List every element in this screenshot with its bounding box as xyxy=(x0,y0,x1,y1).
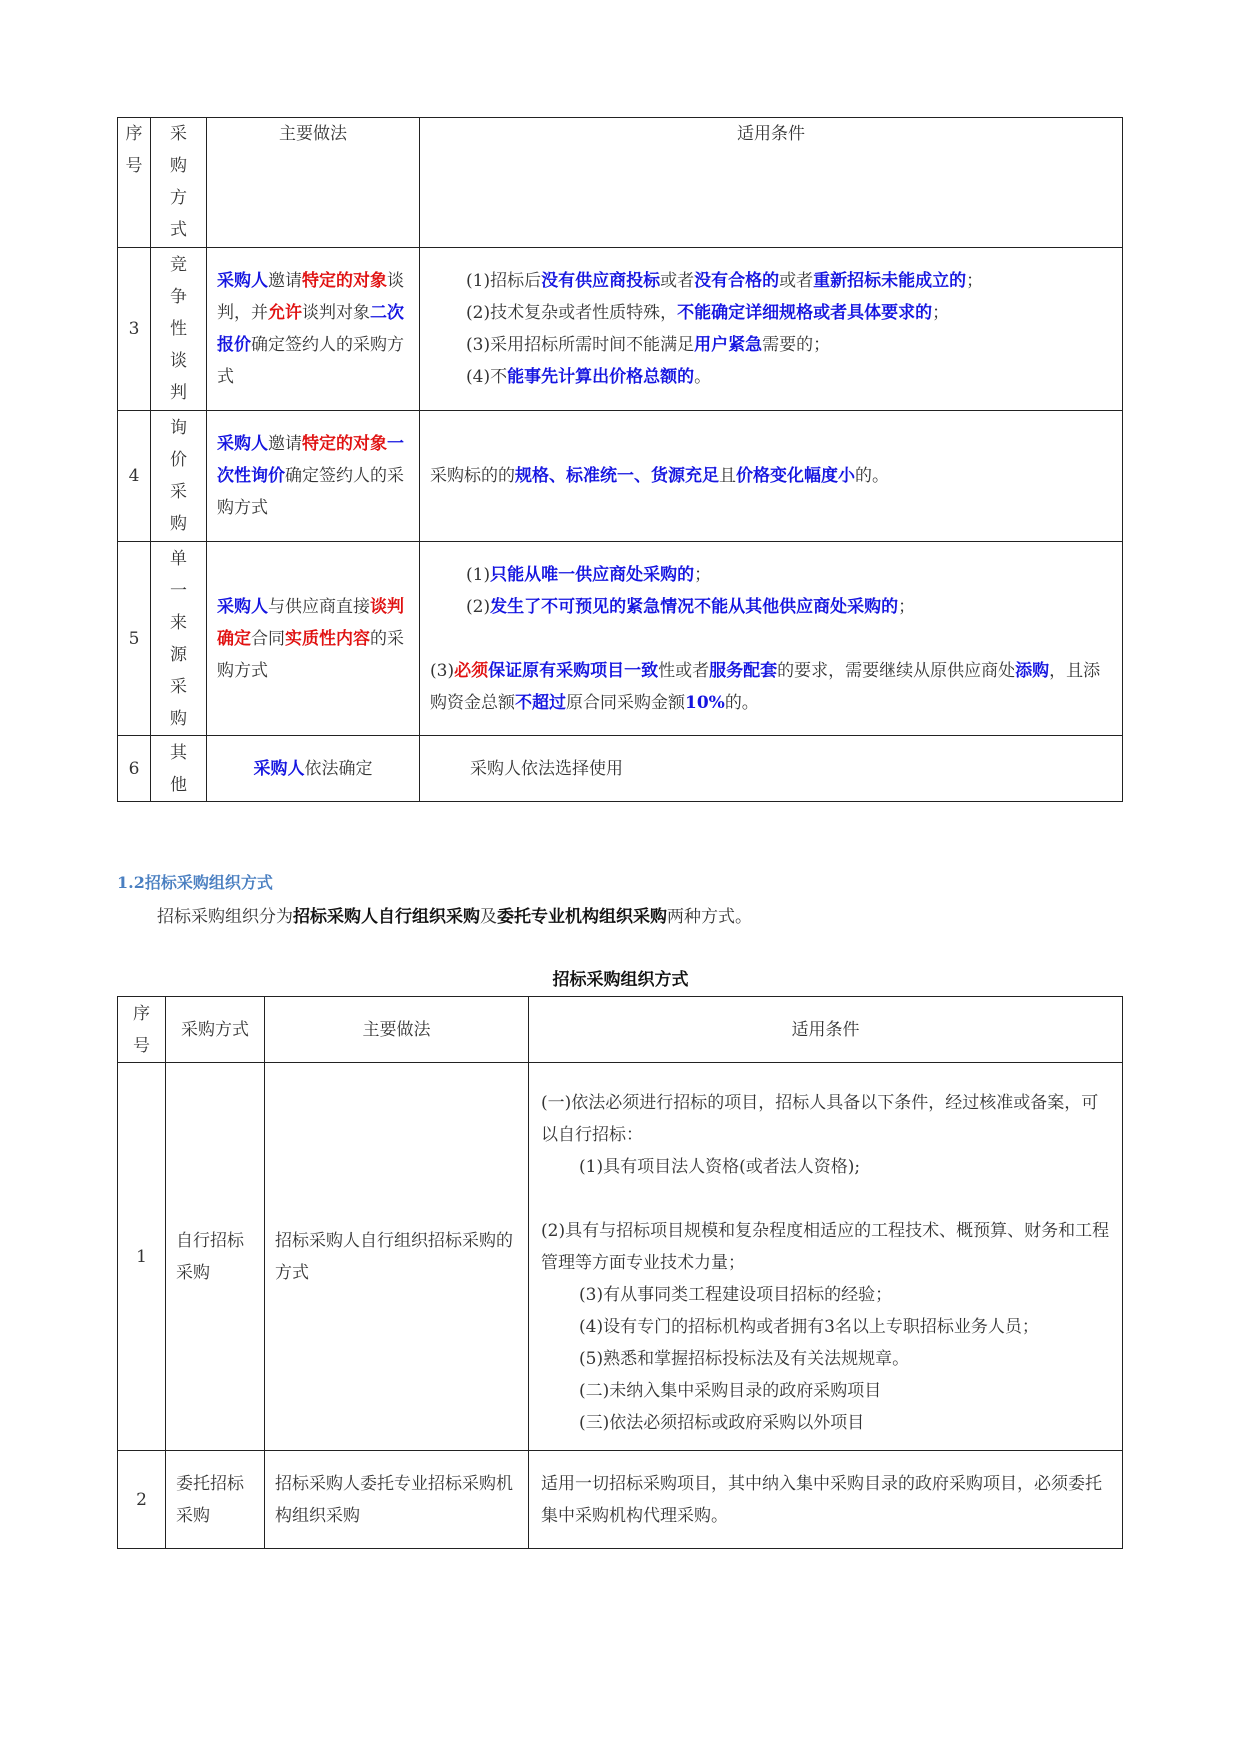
row-practice xyxy=(207,736,420,802)
text-run: 特定的对象 xyxy=(302,271,387,291)
condition-line xyxy=(430,559,1112,591)
text-run: 价格变化幅度小 xyxy=(736,466,855,486)
row-conditions: 适用一切招标采购项目，其中纳入集中采购目录的政府采购项目，必须委托集中采购机构代理采购。 xyxy=(529,1451,1123,1549)
text-run: 确定签约人的采购方式 xyxy=(217,466,404,518)
text-run: 的。 xyxy=(724,692,759,713)
char: 购 xyxy=(170,156,187,176)
text-run: 委托专业机构组织采购 xyxy=(497,907,667,927)
table-caption: 招标采购组织方式 xyxy=(552,970,689,990)
text-run: 没有合格的 xyxy=(694,271,780,291)
condition-line xyxy=(470,753,1122,785)
char: 购 xyxy=(170,708,187,729)
row-no: 5 xyxy=(118,542,151,736)
condition-line: (3)有从事同类工程建设项目招标的经验； xyxy=(579,1284,893,1305)
table-row xyxy=(118,248,1123,411)
text-run: (1)招标后 xyxy=(466,271,542,291)
text-run: 性或者 xyxy=(658,660,710,681)
text-run: (2) xyxy=(466,596,491,617)
table-row xyxy=(118,1063,1123,1451)
text-run: (1) xyxy=(466,564,491,585)
text-run: 两种方式。 xyxy=(667,907,752,927)
header-conditions: 适用条件 xyxy=(420,118,1123,248)
header-method-text xyxy=(151,118,206,246)
char: 来 xyxy=(170,612,187,633)
text-run: ； xyxy=(898,596,916,617)
text-run: 的采购方式 xyxy=(217,628,404,681)
text-run: 及 xyxy=(480,907,497,927)
text-run: 。 xyxy=(694,367,712,387)
char: 采 xyxy=(170,482,187,502)
text-run: 能事先计算出价格总额的 xyxy=(507,367,695,387)
text-run: 采购人依法选择使用 xyxy=(470,758,623,779)
text-run: 邀请 xyxy=(268,434,302,454)
text-run: 允许 xyxy=(268,303,302,323)
text-run: ； xyxy=(966,271,984,291)
char: 单 xyxy=(170,548,187,569)
table-row xyxy=(118,1451,1123,1549)
text-run: 采购人 xyxy=(217,596,268,617)
text-run: 谈判确定 xyxy=(217,596,404,649)
char: 购 xyxy=(170,514,187,534)
condition-line xyxy=(430,460,1112,492)
text-run: 一次性询价 xyxy=(217,434,404,486)
row-method-text xyxy=(151,737,206,801)
condition-line: (5)熟悉和掌握招标投标法及有关法规规章。 xyxy=(579,1348,910,1369)
char: 式 xyxy=(170,220,187,240)
header-no-text xyxy=(118,118,150,182)
row-no: 2 xyxy=(118,1451,166,1549)
char: 争 xyxy=(170,287,187,307)
text-run: 保证原有采购项目一致 xyxy=(488,660,659,681)
organization-methods-table xyxy=(117,996,1123,1549)
row-method-text xyxy=(151,412,206,540)
condition-line xyxy=(466,329,1122,361)
row-practice xyxy=(207,248,420,411)
header-method xyxy=(151,118,207,248)
row-method xyxy=(151,248,207,411)
header-practice: 主要做法 xyxy=(207,118,420,248)
condition-line xyxy=(430,591,1112,623)
text-run: 招标采购组织分为 xyxy=(157,907,293,927)
row-practice xyxy=(207,411,420,542)
text-run: 采购人 xyxy=(217,271,268,291)
row-conditions xyxy=(420,736,1123,802)
text-run: 不超过 xyxy=(515,692,566,713)
text-run: 用户紧急 xyxy=(694,335,763,355)
row-conditions xyxy=(420,248,1123,411)
char: 谈 xyxy=(170,351,187,371)
text-run: 依法确定 xyxy=(304,758,373,779)
char: 询 xyxy=(170,418,187,438)
row-conditions xyxy=(529,1063,1123,1451)
text-run: 服务配套 xyxy=(709,660,778,681)
table-header-row xyxy=(118,118,1123,248)
text-run: 需要的； xyxy=(762,335,831,355)
char: 一 xyxy=(170,580,187,601)
table-row xyxy=(118,411,1123,542)
section-heading: 1.2招标采购组织方式 xyxy=(117,873,273,892)
char: 方 xyxy=(170,188,187,208)
condition-line: (2)具有与招标项目规模和复杂程度相适应的工程技术、概预算、财务和工程管理等方面专业技术力量； xyxy=(541,1220,1110,1273)
condition-line: (4)设有专门的招标机构或者拥有3名以上专职招标业务人员； xyxy=(579,1316,1039,1337)
text-run: 10% xyxy=(685,692,725,713)
text-run: 或者 xyxy=(660,271,695,291)
text-run: 采购标的的 xyxy=(430,466,515,486)
char: 性 xyxy=(170,319,187,339)
char: 序 xyxy=(133,1003,150,1024)
row-no: 1 xyxy=(118,1063,166,1451)
row-method: 委托招标采购 xyxy=(166,1451,265,1549)
text-run: 不能确定详细规格或者具体要求的 xyxy=(677,303,933,323)
table-row xyxy=(118,736,1123,802)
header-method: 采购方式 xyxy=(166,997,265,1063)
row-conditions xyxy=(420,411,1123,542)
text-run: 或者 xyxy=(779,271,814,291)
text-run: (2)技术复杂或者性质特殊， xyxy=(466,303,678,323)
row-method-text xyxy=(151,543,206,735)
char: 序 xyxy=(125,124,143,144)
text-run: 与供应商直接 xyxy=(268,596,370,617)
table-row xyxy=(118,542,1123,736)
text-run: 谈判，并 xyxy=(217,271,404,323)
text-run: 原合同采购金额 xyxy=(566,692,685,713)
section-paragraph xyxy=(157,902,752,927)
char: 判 xyxy=(170,383,187,403)
char: 竞 xyxy=(170,255,187,275)
condition-line: (二)未纳入集中采购目录的政府采购项目 xyxy=(579,1380,882,1401)
text-run: 必须 xyxy=(454,660,489,681)
header-no xyxy=(118,997,166,1063)
row-no: 3 xyxy=(118,248,151,411)
text-run: 确定签约人的采购方式 xyxy=(217,335,404,387)
condition-line: (1)具有项目法人资格(或者法人资格); xyxy=(579,1156,861,1177)
text-run: 特定的对象 xyxy=(302,434,387,454)
text-run: 的要求，需要继续从原供应商处 xyxy=(777,660,1016,681)
condition-line xyxy=(466,265,1122,297)
row-conditions xyxy=(420,542,1123,736)
text-run: 没有供应商投标 xyxy=(541,271,661,291)
header-practice: 主要做法 xyxy=(265,997,529,1063)
text-run: 实质性内容 xyxy=(285,628,370,649)
table-header-row xyxy=(118,997,1123,1063)
text-run: 合同 xyxy=(251,628,285,649)
char: 其 xyxy=(170,742,187,763)
char: 价 xyxy=(170,450,187,470)
header-no-text xyxy=(118,998,165,1062)
text-run: (4)不 xyxy=(466,367,508,387)
text-run: 采购人 xyxy=(253,758,305,779)
condition-line xyxy=(466,297,1122,329)
row-practice xyxy=(207,542,420,736)
row-practice: 招标采购人自行组织招标采购的方式 xyxy=(265,1063,529,1451)
char: 号 xyxy=(133,1035,150,1056)
row-method-text xyxy=(151,249,206,409)
text-run: 只能从唯一供应商处采购的 xyxy=(490,564,695,585)
char: 源 xyxy=(170,644,187,665)
condition-line xyxy=(541,1183,1110,1215)
condition-line xyxy=(430,655,1112,719)
text-run: ； xyxy=(932,303,950,323)
text-run: 且 xyxy=(719,466,736,486)
header-no xyxy=(118,118,151,248)
condition-line: (一)依法必须进行招标的项目，招标人具备以下条件，经过核准或备案，可以自行招标： xyxy=(541,1092,1099,1145)
text-run: 添购 xyxy=(1015,660,1050,681)
row-no: 4 xyxy=(118,411,151,542)
row-method xyxy=(151,411,207,542)
text-run: ； xyxy=(694,564,712,585)
text-run: (3) xyxy=(430,660,455,681)
text-run: 重新招标未能成立的 xyxy=(813,271,967,291)
row-method xyxy=(151,736,207,802)
char: 采 xyxy=(170,676,187,697)
text-run: 招标采购人自行组织采购 xyxy=(293,907,480,927)
text-run: 的。 xyxy=(855,466,889,486)
row-no: 6 xyxy=(118,736,151,802)
text-run: ，且添购资金总额 xyxy=(430,660,1101,713)
char: 他 xyxy=(170,774,187,795)
text-run: 规格、标准统一、货源充足 xyxy=(515,466,719,486)
row-method xyxy=(151,542,207,736)
procurement-methods-table xyxy=(117,117,1123,802)
condition-line: (三)依法必须招标或政府采购以外项目 xyxy=(579,1412,865,1433)
char: 号 xyxy=(125,156,143,176)
text-run: 发生了不可预见的紧急情况不能从其他供应商处采购的 xyxy=(490,596,899,617)
row-practice: 招标采购人委托专业招标采购机构组织采购 xyxy=(265,1451,529,1549)
text-run: 二次报价 xyxy=(217,303,404,355)
text-run: 采购人 xyxy=(217,434,268,454)
text-run: (3)采用招标所需时间不能满足 xyxy=(466,335,695,355)
char: 采 xyxy=(170,124,187,144)
row-method: 自行招标采购 xyxy=(166,1063,265,1451)
text-run: 邀请 xyxy=(268,271,302,291)
condition-line xyxy=(466,361,1122,393)
text-run: 谈判对象 xyxy=(302,303,370,323)
header-conditions: 适用条件 xyxy=(529,997,1123,1063)
